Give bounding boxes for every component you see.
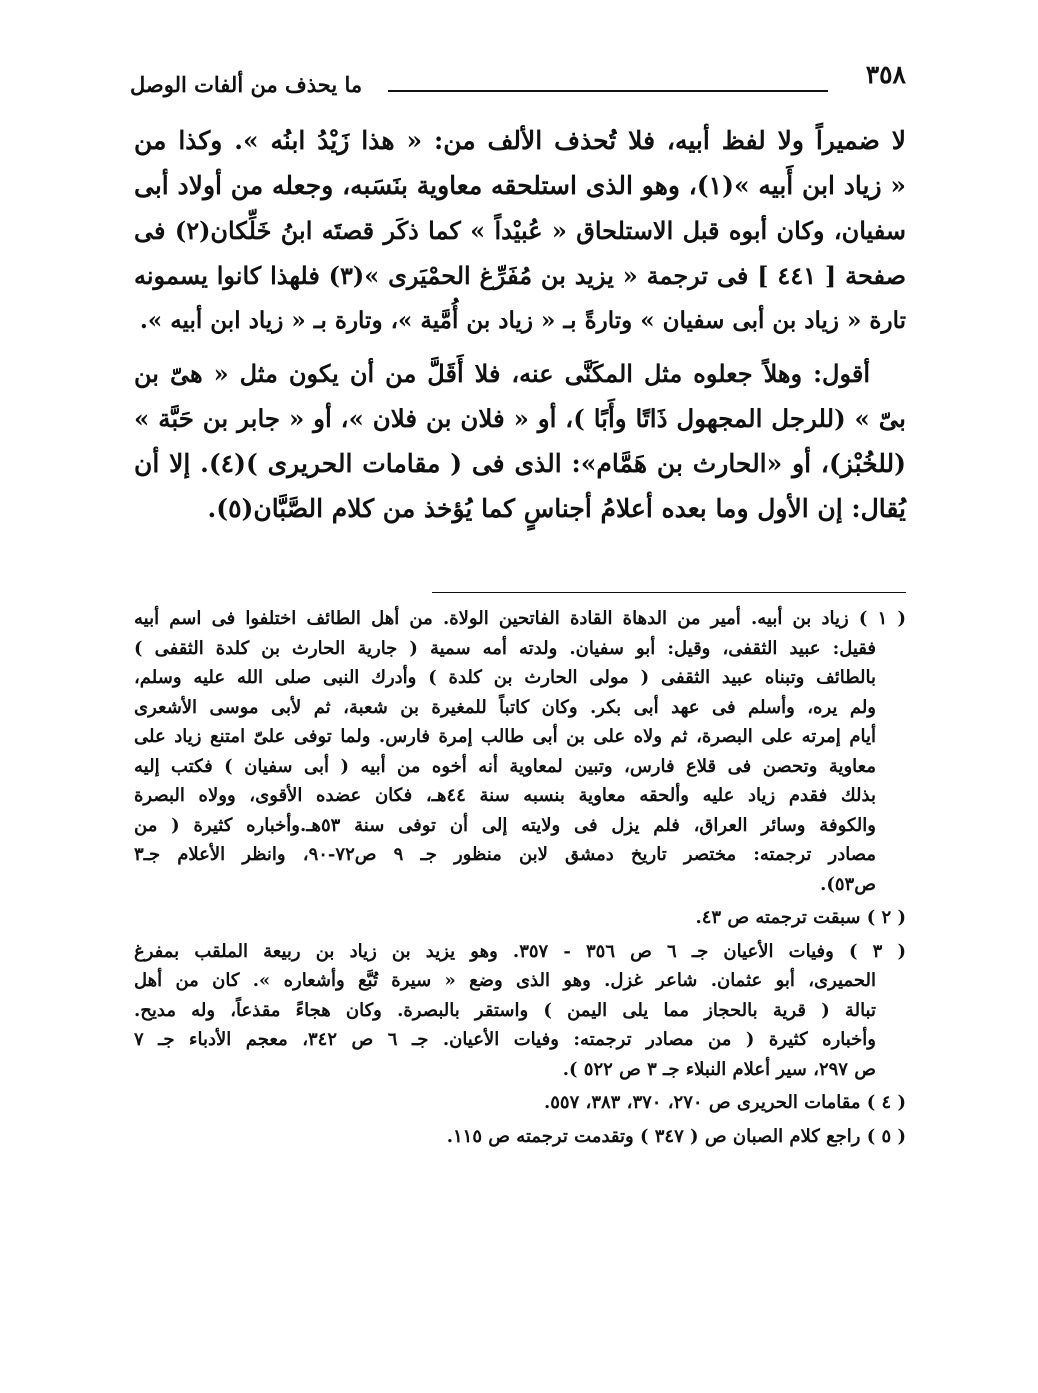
footnote-line: ( ٢ ) سبقت ترجمته ص ٤٣. — [695, 907, 906, 928]
footnote-line: ص ٢٩٧، سير أعلام النبلاء جـ ٣ ص ٥٢٢ ). — [562, 1058, 876, 1080]
footnote-line: ( ١ ) زياد بن أبيه. أمير من الدهاة القادة الفاتحين الولاة. من أهل الطائف اختلفوا فى اسم أبيه — [134, 608, 906, 629]
footnote-line: والكوفة وسائر العراق، فلم يزل فى ولايته إلى أن توفى سنة ٥٣هـ.وأخباره كثيرة ( من — [134, 814, 876, 836]
main-line: « زياد ابن أَبيه »(١)، وهو الذى استلحقه معاوية بنَسَبه، وجعله من أولاد أبى — [134, 171, 906, 200]
footnote-line: ( ٤ ) مقامات الحريرى ص ٢٧٠، ٣٧٠، ٣٨٣، ٥٥٧. — [543, 1092, 906, 1113]
main-line: سفيان، وكان أبوه قبل الاستلحاق « عُبيْداً » كما ذكَر قصتَه ابنُ خَلِّكان(٢) فى — [134, 216, 907, 245]
footnote-line: ص٥٣). — [820, 873, 876, 895]
footnote-line: ( ٣ ) وفيات الأعيان جـ ٦ ص ٣٥٦ - ٣٥٧. وهو يزيد بن زياد بن ربيعة الملقب بمفرغ — [134, 940, 906, 962]
running-title: ما يحذف من ألفات الوصل — [130, 72, 363, 97]
footnote-2 — [134, 903, 906, 933]
footnote-line: مصادر ترجمته: مختصر تاريخ دمشق لابن منظور جـ ٩ ص٧٢-٩٠، وانظر الأعلام جـ٣ — [134, 844, 877, 865]
main-line: تارة « زياد بن أبى سفيان » وتارةً بـ « زياد بن أُمَّية »، وتارة بـ « زياد ابن أبيه ». — [139, 307, 906, 334]
main-line: بىّ » (للرجل المجهول ذَاتًا وأَبًا )، أو « فلان بن فلان »، أو « جابر بن حَبَّة » — [134, 404, 906, 433]
page-number: ٣٥٨ — [865, 60, 906, 89]
footnote-line: بالطائف وتبناه عبيد الثقفى ( مولى الحارث بن كلدة ) وأدرك النبى صلى الله عليه وسلم، — [134, 667, 876, 688]
footnote-line: بذلك فقدم زياد عليه وألحقه معاوية بنسبه سنة ٤٤هـ، فكان عضده الأقوى، وولاه البصرة — [134, 785, 876, 806]
footnote-line: تبالة ( قرية بالحجاز مما يلى اليمن ) واستقر بالبصرة. وكان هجاءً مقذعاً، وله مديح. — [134, 999, 876, 1021]
footnote-line: ( ٥ ) راجع كلام الصبان ص ( ٣٤٧ ) وتقدمت ترجمته ص ١١٥. — [446, 1125, 906, 1147]
footnote-line: الحميرى، أبو عثمان. شاعر غزل. وهو الذى وضع « سيرة تُبَّع وأشعاره ». كان من أهل — [134, 970, 876, 991]
paragraph-2 — [134, 351, 906, 531]
footnote-line: وأخباره كثيرة ( من مصادر ترجمته: وفيات الأعيان. جـ ٦ ص ٣٤٢، معجم الأدباء جـ ٧ — [134, 1029, 876, 1050]
main-line: يُقال: إن الأول وما بعده أعلامُ أجناسٍ كما يُؤخذ من كلام الصَّبَّان(٥). — [207, 494, 906, 523]
footnotes — [134, 604, 906, 1155]
main-line: لا ضميراً ولا لفظ أبيه، فلا تُحذف الألف من: « هذا زَيْدُ ابنُه ». وكذا من — [134, 126, 906, 155]
footnote-4 — [134, 1088, 906, 1118]
footnote-5 — [134, 1122, 906, 1152]
main-line: أقول: وهلاً جعلوه مثل المكَنَّى عنه، فلا أَقَلَّ من أن يكون مثل « هىّ بن — [134, 359, 870, 388]
footnote-3 — [134, 937, 906, 1085]
page-header — [130, 62, 906, 102]
footnote-separator — [432, 592, 906, 593]
main-line: (للخُبْز)، أو «الحارث بن هَمَّام»: الذى فى ( مقامات الحريرى )(٤). إلا أن — [134, 449, 906, 478]
footnote-line: أيام إمرته على البصرة، ثم ولاه على بن أبى طالب إمرة فارس. ولما توفى علىّ امتنع زياد على — [134, 726, 876, 747]
footnote-line: فقيل: عبيد الثقفى، وقيل: أبو سفيان. ولدته أمه سمية ( جارية الحارث بن كلدة الثقفى ) — [134, 637, 876, 659]
header-rule — [388, 90, 828, 92]
main-text — [134, 118, 906, 531]
paragraph-1 — [134, 118, 906, 343]
footnote-line: معاوية وتحصن فى قلاع فارس، وتبين لمعاوية أنه أخوه من أبيه ( أبى سفيان ) فكتب إليه — [134, 755, 876, 777]
footnote-1 — [134, 604, 906, 899]
main-line: صفحة [ ٤٤١ ] فى ترجمة « يزيد بن مُفَرِّغ الحمْيَرى »(٣) فلهذا كانوا يسمونه — [134, 261, 906, 290]
footnote-line: ولم يره، وأسلم فى عهد أبى بكر. وكان كاتباً للمغيرة بن شعبة، ثم لأبى موسى الأشعرى — [134, 696, 876, 718]
